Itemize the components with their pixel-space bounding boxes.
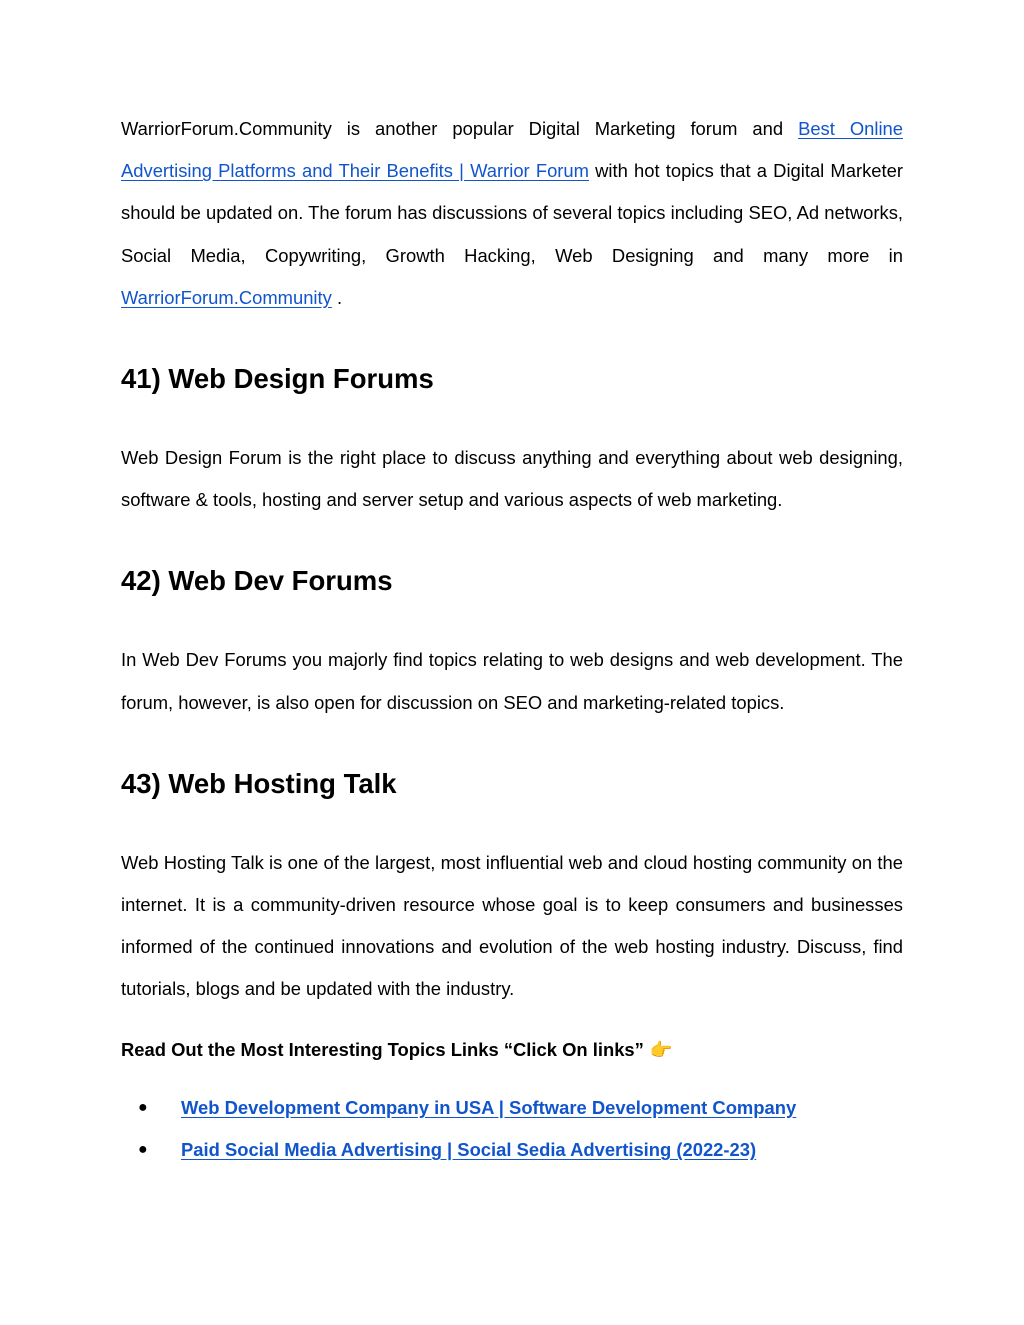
section-body-web-design-forums: Web Design Forum is the right place to discuss anything and everything about web designing, software & tools, hosting and server setup and various aspects of web marketing. — [121, 447, 903, 511]
section-body-web-hosting-talk: Web Hosting Talk is one of the largest, most influential web and cloud hosting community on the internet. It is a community-driven resource whose goal is to keep consumers and businesses informed of the continued innovations and evolution of the web hosting industry. Discuss, find tutorials, blogs and be updated with the industry. — [121, 851, 903, 1000]
list-item — [121, 1129, 903, 1171]
bullet-icon: ● — [138, 1140, 148, 1158]
topics-callout — [121, 1036, 903, 1064]
list-item — [121, 1087, 903, 1129]
section-heading-web-dev-forums: 42) Web Dev Forums — [121, 565, 393, 597]
document-page — [121, 108, 903, 1171]
bullet-icon: ● — [138, 1098, 148, 1116]
warriorforum-community-link[interactable]: WarriorForum.Community — [121, 286, 332, 308]
paid-social-media-advertising-link[interactable]: Paid Social Media Advertising | Social Sedia Advertising (2022-23) — [181, 1138, 757, 1160]
pointing-right-hand-icon: 👉 — [649, 1038, 673, 1060]
section-heading-web-hosting-talk: 43) Web Hosting Talk — [121, 767, 397, 799]
section-body-web-dev-forums: In Web Dev Forums you majorly find topics relating to web designs and web development. The forum, however, is also open for discussion on SEO and marketing-related topics. — [121, 649, 903, 713]
topics-callout-text: Read Out the Most Interesting Topics Links “Click On links” — [121, 1038, 644, 1060]
intro-text-before: WarriorForum.Community is another popular Digital Marketing forum and — [121, 118, 799, 139]
intro-text-after: with hot topics that a Digital Marketer should be updated on. The forum has discussions of several topics including SEO, Ad networks, Social Media, Copywriting, Growth Hacking, Web Designing and many more in — [121, 160, 903, 266]
intro-text-end: . — [331, 286, 343, 308]
topic-links-list — [121, 1087, 903, 1171]
best-online-advertising-link[interactable]: Best Online Advertising Platforms and Their Benefits | Warrior Forum — [121, 118, 903, 182]
web-development-company-link[interactable]: Web Development Company in USA | Software Development Company — [181, 1096, 797, 1118]
intro-paragraph — [121, 108, 903, 319]
section-heading-web-design-forums: 41) Web Design Forums — [121, 363, 434, 395]
